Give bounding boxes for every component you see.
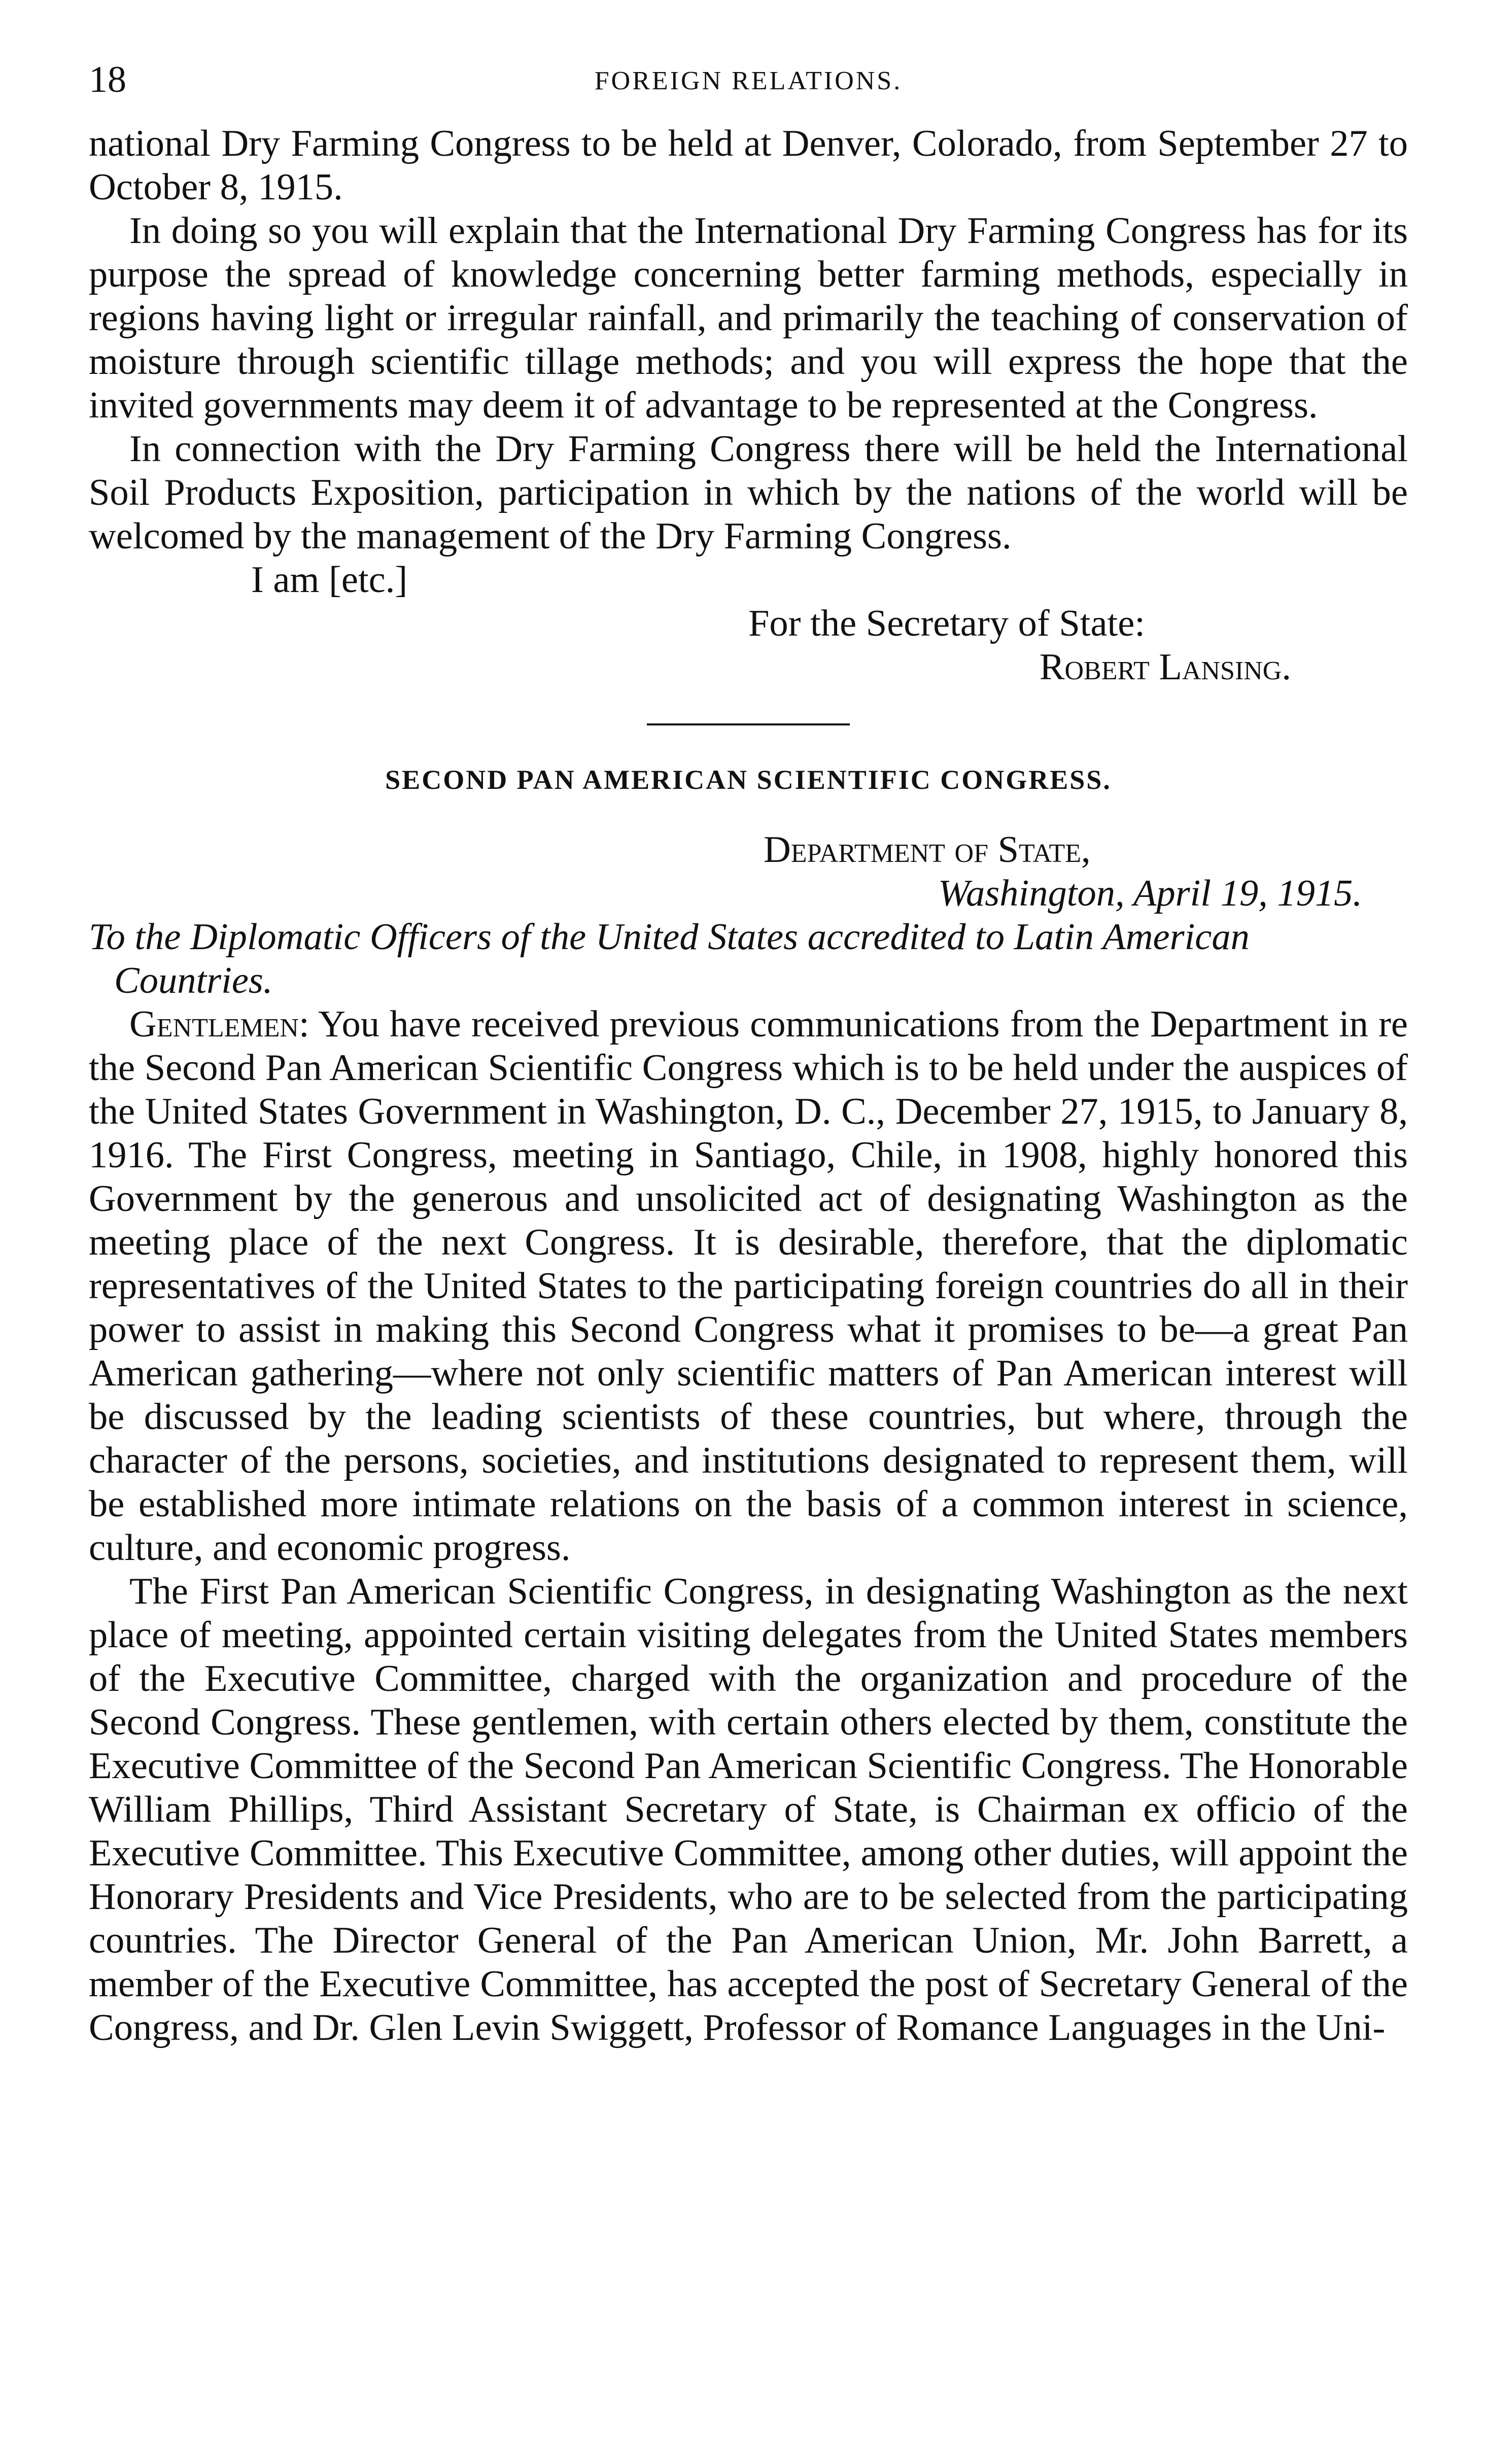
signature-line: For the Secretary of State: (748, 603, 1145, 644)
body-paragraph: In connection with the Dry Farming Congress there will be held the International Soil Products Exposition, participation in which by the nations of the world will be welcomed by the management of the Dry Farming Congress. (89, 428, 1408, 557)
page-number: 18 (89, 59, 126, 100)
body-paragraph: In doing so you will explain that the International Dry Farming Congress has for its purpose the spread of knowledge concerning better farming methods, especially in regions having light or irregular rainfall, and primarily the teaching of conservation of moisture through scientific tillage methods; and you will express the hope that the invited governments may deem it of advantage to be represented at the Congress. (89, 210, 1408, 426)
signature-block (748, 602, 1408, 689)
closing-line: I am [etc.] (251, 559, 408, 601)
section-heading: SECOND PAN AMERICAN SCIENTIFIC CONGRESS. (385, 765, 1112, 795)
body-paragraph (89, 1002, 1408, 1570)
letterhead-office: Department of State, (764, 829, 1091, 871)
letterhead (89, 828, 1408, 915)
signature-name: Robert Lansing. (1039, 646, 1291, 688)
letter-pan-american-congress (89, 1002, 1408, 2050)
letter-dry-farming-congress (89, 122, 1408, 602)
letterhead-date: Washington, April 19, 1915. (938, 873, 1362, 914)
running-title: FOREIGN RELATIONS. (594, 66, 903, 95)
addressee: To the Diplomatic Officers of the United States accredited to Latin American Countries. (89, 916, 1250, 1001)
body-paragraph: The First Pan American Scientific Congress, in designating Washington as the next place of meeting, appointed certain visiting delegates from the United States members of the Executive Committee, charged with the organization and procedure of the Second Congress. These gentlemen, with certain others elected by them, constitute the Executive Committee of the Second Pan American Scientific Congress. The Honorable William Phillips, Third Assistant Secretary of State, is Chairman ex officio of the Executive Committee. This Executive Committee, among other duties, will appoint the Honorary Presidents and Vice Presidents, who are to be selected from the participating countries. The Director General of the Pan American Union, Mr. John Barrett, a member of the Executive Committee, has accepted the post of Secretary General of the Congress, and Dr. Glen Levin Swiggett, Professor of Romance Languages in the Uni- (89, 1571, 1408, 2049)
body-paragraph: national Dry Farming Congress to be held at Denver, Colorado, from September 27 to October 8, 1915. (89, 123, 1408, 208)
paragraph-text: : You have received previous communications from the Department in re the Second Pan American Scientific Congress which is to be held under the auspices of the United States Government in Washington, D. C., December 27, 1915, to January 8, 1916. The First Congress, meeting in Santiago, Chile, in 1908, highly honored this Government by the generous and unsolicited act of designating Washington as the meeting place of the next Congress. It is desirable, therefore, that the diplomatic representatives of the United States to the participating foreign countries do all in their power to assist in making this Second Congress what it promises to be—a great Pan American gathering—where not only scientific matters of Pan American interest will be discussed by the leading scientists of these countries, but where, through the character of the persons, societies, and institutions designated to represent them, will be established more intimate relations on the basis of a common interest in science, culture, and economic progress. (89, 1003, 1408, 1569)
document-page (89, 61, 1408, 2050)
salutation: Gentlemen (129, 1003, 299, 1045)
running-head (89, 61, 1408, 122)
section-divider (647, 723, 850, 725)
